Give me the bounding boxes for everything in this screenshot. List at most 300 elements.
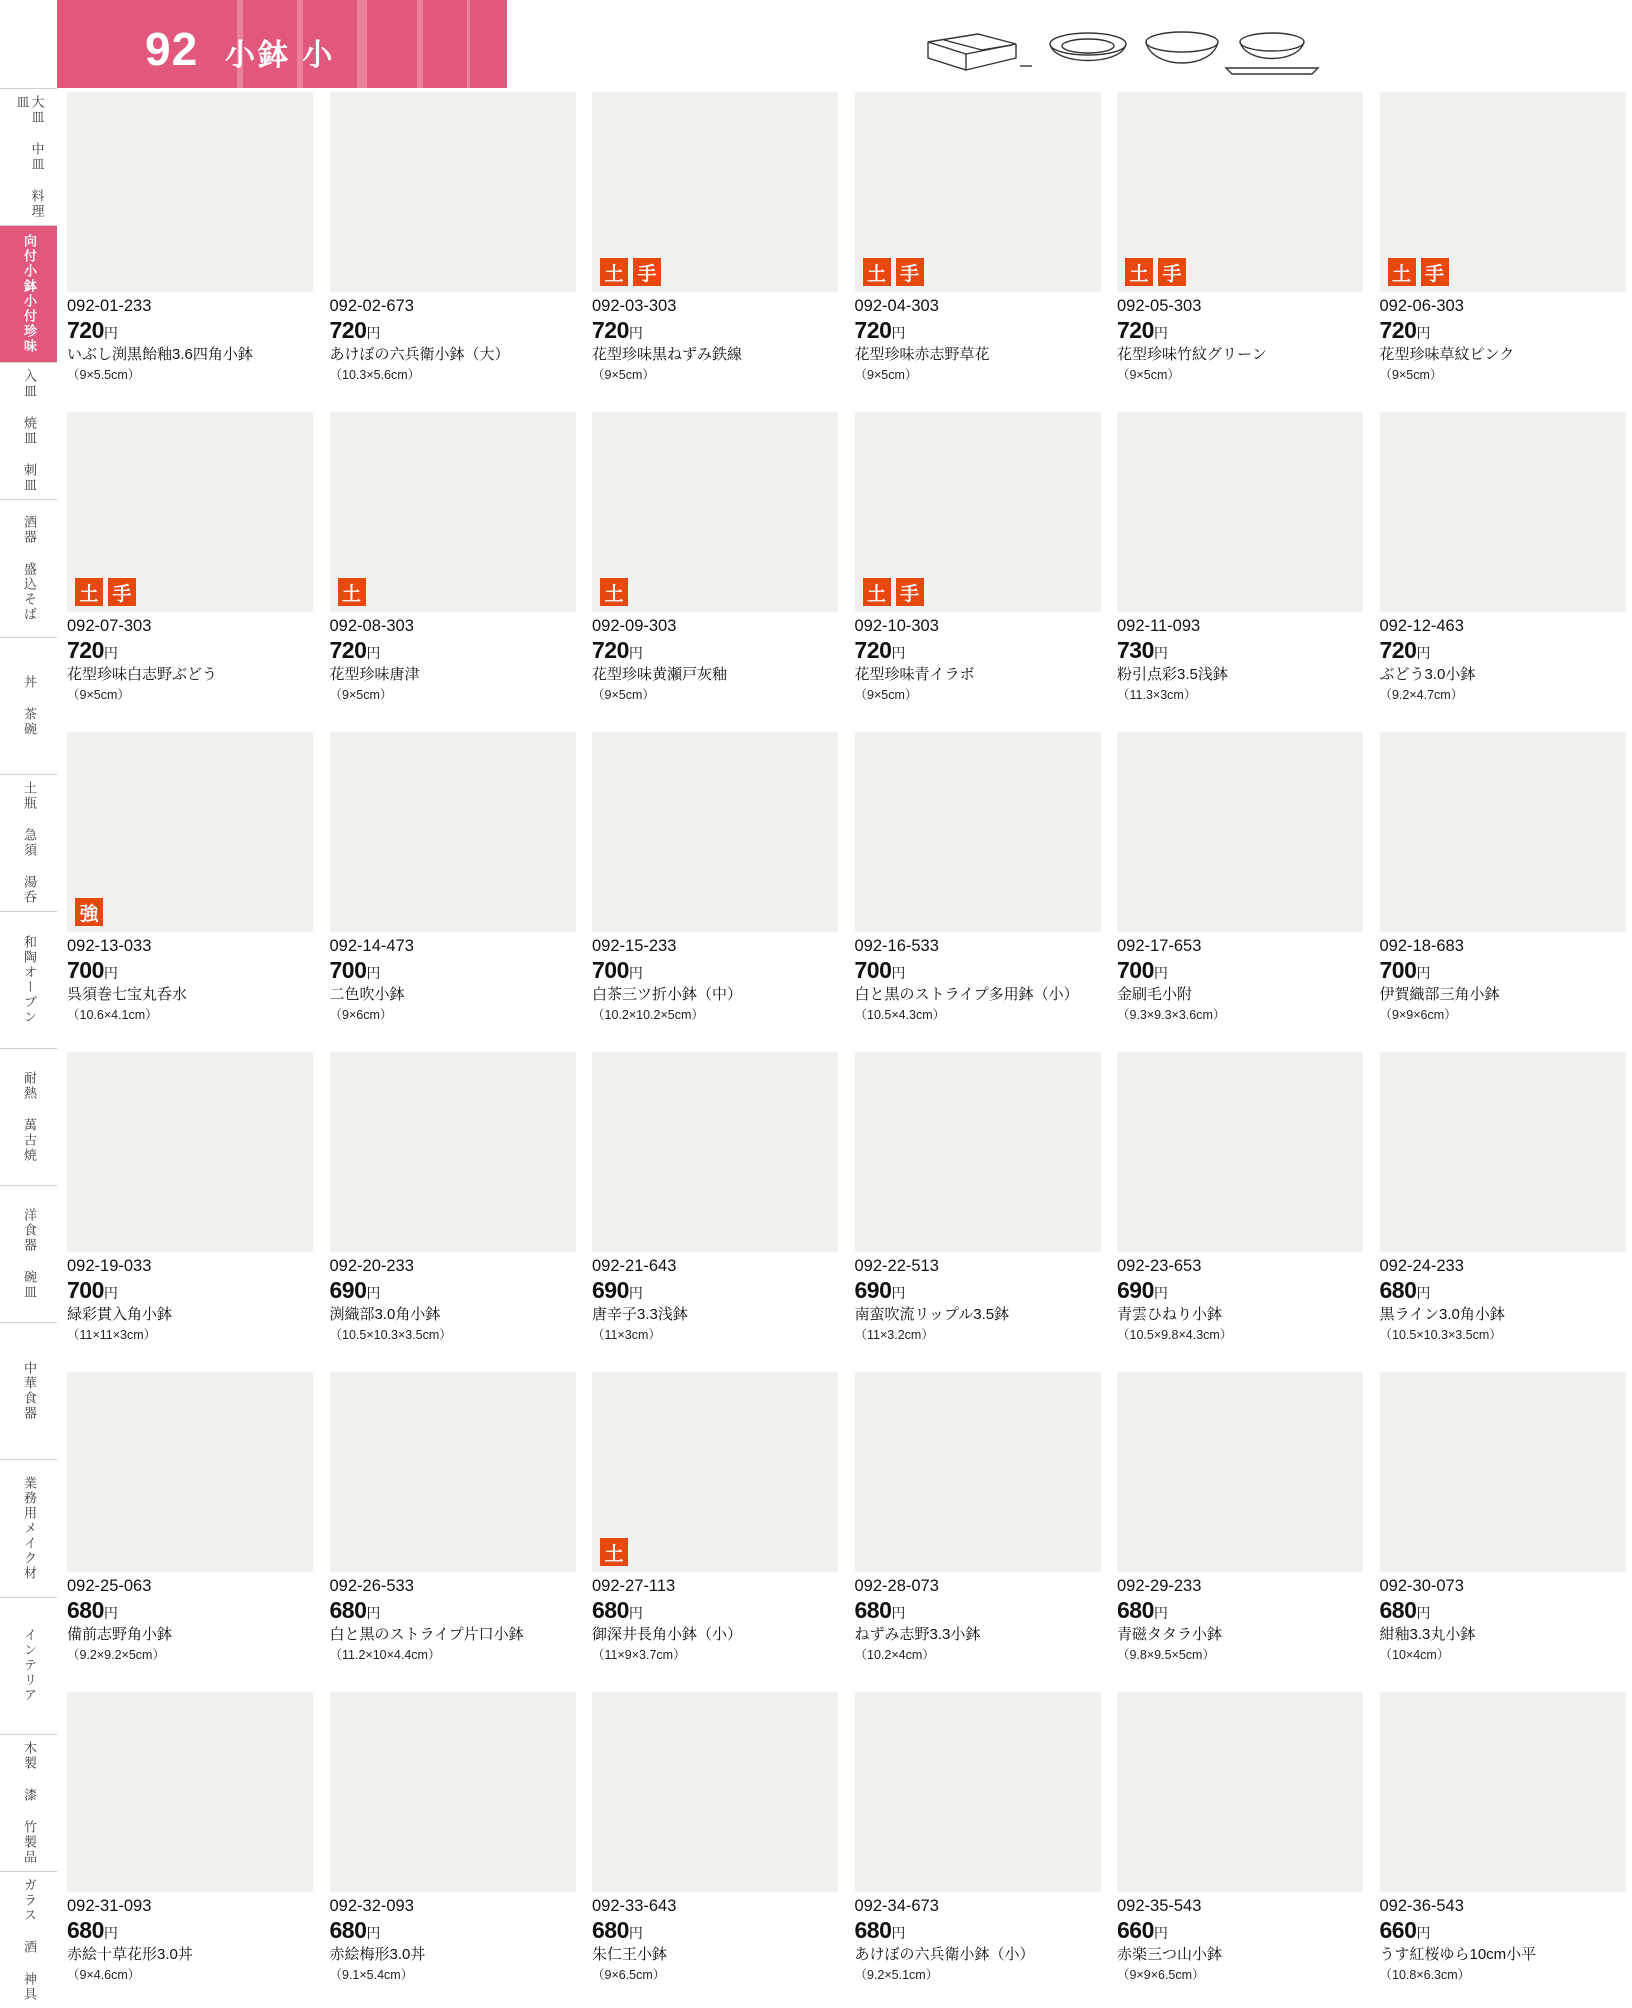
product-cell[interactable] (57, 408, 320, 728)
product-price (67, 957, 314, 984)
product-tags (863, 258, 924, 286)
product-price (1380, 1597, 1627, 1624)
product-photo (592, 412, 838, 612)
page-title: 小鉢 小 (225, 39, 336, 72)
product-photo (855, 1052, 1101, 1252)
side-index-item-8[interactable] (0, 1185, 57, 1322)
product-size: （9×5cm） (592, 688, 655, 703)
product-size: （10×4cm） (1379, 1648, 1450, 1663)
product-price-value: 680 (329, 1917, 367, 1943)
product-size: （9.3×9.3×3.6cm） (1117, 1008, 1226, 1023)
product-price-value: 720 (329, 637, 367, 663)
product-price (67, 637, 314, 664)
page-header (0, 0, 1632, 88)
product-size: （10.8×6.3cm） (1379, 1968, 1471, 1983)
product-code: 092-34-673 (854, 1897, 939, 1915)
product-cell[interactable] (57, 88, 320, 408)
side-index-item-10[interactable] (0, 1459, 57, 1596)
product-photo (855, 1692, 1101, 1892)
product-tag-badge: 土 (863, 258, 891, 286)
side-index-item-12[interactable] (0, 1734, 57, 1871)
header-band (57, 0, 507, 88)
product-cell[interactable] (1107, 1048, 1370, 1368)
product-tags (75, 578, 136, 606)
product-code: 092-36-543 (1379, 1897, 1464, 1915)
product-photo (67, 1052, 313, 1252)
product-photo (855, 92, 1101, 292)
product-price (1380, 637, 1627, 664)
product-cell[interactable] (320, 1688, 583, 2008)
product-price (1117, 637, 1364, 664)
product-cell[interactable] (1107, 88, 1370, 408)
product-price-currency: 円 (891, 1925, 906, 1941)
product-price-currency: 円 (1416, 1285, 1431, 1301)
product-price-value: 660 (1379, 1917, 1417, 1943)
product-name: 白と黒のストライプ片口小鉢 (329, 1626, 524, 1643)
product-size: （9×5cm） (67, 688, 130, 703)
product-photo (330, 732, 576, 932)
product-cell[interactable] (320, 1048, 583, 1368)
product-price (1380, 957, 1627, 984)
product-price-currency: 円 (628, 645, 643, 661)
product-cell[interactable] (320, 88, 583, 408)
product-photo (67, 1692, 313, 1892)
product-photo (855, 1372, 1101, 1572)
product-tags (600, 1538, 628, 1566)
product-price (855, 317, 1102, 344)
product-code: 092-28-073 (854, 1577, 939, 1595)
product-price-currency: 円 (1153, 1925, 1168, 1941)
product-cell[interactable] (1107, 728, 1370, 1048)
product-size: （9×6.5cm） (592, 1968, 666, 1983)
product-photo (1380, 412, 1626, 612)
product-cell[interactable] (320, 1368, 583, 1688)
product-name: 花型珍味草紋ピンク (1379, 346, 1515, 363)
product-price-currency: 円 (366, 1605, 381, 1621)
product-code: 092-19-033 (67, 1257, 152, 1275)
product-code: 092-13-033 (67, 937, 152, 955)
product-price-value: 700 (67, 1277, 104, 1303)
product-price-value: 700 (854, 957, 892, 983)
product-price-value: 720 (1379, 317, 1417, 343)
product-cell[interactable] (1370, 1688, 1632, 2008)
product-cell[interactable] (845, 1368, 1108, 1688)
product-price-value: 680 (592, 1597, 629, 1623)
product-price-value: 720 (592, 317, 629, 343)
product-size: （10.2×10.2×5cm） (592, 1008, 704, 1023)
product-size: （11×9×3.7cm） (592, 1648, 686, 1663)
side-index-item-11[interactable] (0, 1597, 57, 1734)
product-price-value: 720 (1379, 637, 1417, 663)
product-code: 092-08-303 (329, 617, 414, 635)
product-photo (67, 92, 313, 292)
side-index-item-1[interactable] (0, 225, 57, 362)
product-price-value: 720 (592, 637, 629, 663)
product-price-currency: 円 (628, 325, 643, 341)
product-name: 白茶三ツ折小鉢（中） (592, 986, 743, 1003)
product-cell[interactable] (1107, 1368, 1370, 1688)
product-name: 花型珍味黄瀬戸灰釉 (592, 666, 728, 683)
side-index-item-label: 向付小鉢小付珍味 (21, 234, 37, 355)
side-index-item-9[interactable] (0, 1322, 57, 1459)
side-index-item-label: 和陶オーブン (21, 934, 37, 1025)
product-size: （9×5cm） (1117, 368, 1180, 383)
product-price-currency: 円 (1153, 645, 1168, 661)
product-size: （9×9×6cm） (1379, 1008, 1457, 1023)
product-price (1117, 1917, 1364, 1944)
product-price-value: 690 (592, 1277, 629, 1303)
side-index-item-0[interactable] (0, 88, 57, 225)
product-tags (75, 898, 103, 926)
product-name: 花型珍味赤志野草花 (854, 346, 990, 363)
product-price-value: 680 (1379, 1277, 1417, 1303)
product-code: 092-24-233 (1379, 1257, 1464, 1275)
product-photo (592, 1052, 838, 1252)
side-index-item-4[interactable] (0, 637, 57, 774)
product-code: 092-10-303 (854, 617, 939, 635)
side-index-item-label: 土瓶 急須 湯呑 (21, 780, 37, 905)
product-photo (592, 732, 838, 932)
product-cell[interactable] (582, 408, 845, 728)
product-size: （11×11×3cm） (67, 1328, 157, 1343)
product-photo (67, 1372, 313, 1572)
product-code: 092-12-463 (1379, 617, 1464, 635)
product-code: 092-14-473 (329, 937, 414, 955)
side-index (0, 0, 57, 2008)
product-name: 伊賀織部三角小鉢 (1379, 986, 1500, 1003)
product-tags (600, 578, 628, 606)
product-code: 092-35-543 (1117, 1897, 1202, 1915)
product-price-value: 720 (1117, 317, 1154, 343)
product-code: 092-30-073 (1379, 1577, 1464, 1595)
product-name: 花型珍味唐津 (329, 666, 420, 683)
product-price-value: 680 (67, 1917, 104, 1943)
product-tag-badge: 手 (896, 578, 924, 606)
product-price-value: 690 (1117, 1277, 1154, 1303)
product-tag-badge: 手 (108, 578, 136, 606)
product-size: （11.3×3cm） (1117, 688, 1197, 703)
product-price (1380, 1917, 1627, 1944)
product-size: （9×5.5cm） (67, 368, 141, 383)
product-price (592, 1277, 839, 1304)
product-price-currency: 円 (891, 645, 906, 661)
product-name: 唐辛子3.3浅鉢 (592, 1306, 688, 1323)
product-size: （9.2×4.7cm） (1379, 688, 1464, 703)
product-size: （10.3×5.6cm） (329, 368, 421, 383)
product-price (592, 317, 839, 344)
product-size: （10.5×9.8×4.3cm） (1117, 1328, 1233, 1343)
product-price-value: 720 (67, 637, 104, 663)
product-photo (1380, 1692, 1626, 1892)
product-name: 青磁タタラ小鉢 (1117, 1626, 1223, 1643)
product-price (67, 1277, 314, 1304)
product-name: 二色吹小鉢 (329, 986, 405, 1003)
product-price-value: 660 (1117, 1917, 1154, 1943)
product-price-currency: 円 (366, 1925, 381, 1941)
product-name: ねずみ志野3.3小鉢 (854, 1626, 981, 1643)
product-photo (1380, 732, 1626, 932)
product-code: 092-11-093 (1117, 617, 1201, 635)
side-index-item-label: 業務用メイク材 (21, 1475, 37, 1581)
product-size: （9×5cm） (592, 368, 655, 383)
product-name: 緑彩貫入角小鉢 (67, 1306, 173, 1323)
product-price-value: 680 (329, 1597, 367, 1623)
product-cell[interactable] (845, 728, 1108, 1048)
product-cell[interactable] (845, 1688, 1108, 2008)
product-price (592, 1597, 839, 1624)
product-name: 渕織部3.0角小鉢 (329, 1306, 441, 1323)
product-photo (1117, 1372, 1363, 1572)
product-price-value: 680 (1379, 1597, 1417, 1623)
product-tags (863, 578, 924, 606)
product-price (1117, 317, 1364, 344)
product-price (855, 1917, 1102, 1944)
shape-legend-icons (920, 24, 1340, 80)
product-name: 黒ライン3.0角小鉢 (1379, 1306, 1505, 1323)
product-price (855, 957, 1102, 984)
product-cell[interactable] (582, 88, 845, 408)
product-price-value: 680 (854, 1917, 892, 1943)
product-name: 花型珍味白志野ぶどう (67, 666, 218, 683)
product-price (330, 317, 577, 344)
product-price-value: 720 (329, 317, 367, 343)
product-code: 092-27-113 (592, 1577, 676, 1595)
side-index-item-13[interactable] (0, 1871, 57, 2008)
product-price (1117, 957, 1364, 984)
product-price-currency: 円 (103, 325, 118, 341)
product-price-currency: 円 (366, 645, 381, 661)
side-index-item-label: 木製 漆 竹製品 (21, 1740, 37, 1865)
product-cell[interactable] (845, 1048, 1108, 1368)
product-size: （9×5cm） (854, 688, 918, 703)
product-price-currency: 円 (891, 965, 906, 981)
product-tag-badge: 土 (75, 578, 103, 606)
product-photo (855, 412, 1101, 612)
product-photo (330, 92, 576, 292)
product-price-currency: 円 (366, 325, 381, 341)
product-tag-badge: 土 (600, 578, 628, 606)
product-tag-badge: 土 (1388, 258, 1416, 286)
product-price-currency: 円 (103, 645, 118, 661)
product-size: （9×9×6.5cm） (1117, 1968, 1205, 1983)
product-code: 092-20-233 (329, 1257, 414, 1275)
product-cell[interactable] (1370, 88, 1632, 408)
product-size: （9.1×5.4cm） (329, 1968, 414, 1983)
product-tags (338, 578, 366, 606)
product-price-value: 720 (67, 317, 104, 343)
product-price-value: 680 (67, 1597, 104, 1623)
product-photo (1380, 1372, 1626, 1572)
product-name: 御深井長角小鉢（小） (592, 1626, 743, 1643)
product-price-value: 680 (854, 1597, 892, 1623)
product-price (1380, 1277, 1627, 1304)
product-photo (330, 1692, 576, 1892)
product-price-currency: 円 (1416, 965, 1431, 981)
product-tag-badge: 土 (338, 578, 366, 606)
product-size: （11×3cm） (592, 1328, 661, 1343)
product-code: 092-23-653 (1117, 1257, 1202, 1275)
product-photo (1117, 1692, 1363, 1892)
product-code: 092-16-533 (854, 937, 939, 955)
product-grid (57, 88, 1632, 2008)
product-cell[interactable] (1370, 1368, 1632, 1688)
product-price-currency: 円 (1416, 1925, 1431, 1941)
product-cell[interactable] (582, 1688, 845, 2008)
product-photo (855, 732, 1101, 932)
product-price (592, 637, 839, 664)
product-code: 092-01-233 (67, 297, 152, 315)
product-size: （9×4.6cm） (67, 1968, 141, 1983)
product-price (330, 637, 577, 664)
side-index-item-label: インテリア (21, 1628, 37, 1704)
product-code: 092-17-653 (1117, 937, 1202, 955)
product-price-currency: 円 (366, 965, 381, 981)
product-price-currency: 円 (366, 1285, 381, 1301)
product-price-currency: 円 (628, 965, 643, 981)
product-price (67, 1917, 314, 1944)
side-index-item-6[interactable] (0, 911, 57, 1048)
product-cell[interactable] (57, 1048, 320, 1368)
product-size: （10.5×10.3×3.5cm） (1379, 1328, 1502, 1343)
product-price-currency: 円 (891, 1605, 906, 1621)
product-tag-badge: 手 (633, 258, 661, 286)
product-price-value: 700 (592, 957, 629, 983)
side-index-item-label: 大皿 中皿 料理皿 (14, 95, 45, 219)
product-photo (1117, 92, 1363, 292)
product-code: 092-07-303 (67, 617, 152, 635)
product-photo (1117, 732, 1363, 932)
product-price (1380, 317, 1627, 344)
product-price-currency: 円 (628, 1925, 643, 1941)
product-price-value: 700 (1379, 957, 1417, 983)
product-price-currency: 円 (103, 965, 118, 981)
product-price (855, 1597, 1102, 1624)
product-cell[interactable] (57, 1688, 320, 2008)
product-cell[interactable] (845, 408, 1108, 728)
product-price (330, 957, 577, 984)
product-photo (67, 412, 313, 612)
product-photo (592, 92, 838, 292)
product-price-value: 690 (329, 1277, 367, 1303)
product-code: 092-09-303 (592, 617, 677, 635)
product-name: 粉引点彩3.5浅鉢 (1117, 666, 1228, 683)
product-code: 092-05-303 (1117, 297, 1202, 315)
product-cell[interactable] (1370, 728, 1632, 1048)
product-name: 赤絵梅形3.0丼 (329, 1946, 426, 1963)
product-name: 金刷毛小附 (1117, 986, 1193, 1003)
product-price (592, 1917, 839, 1944)
product-cell[interactable] (582, 728, 845, 1048)
product-photo (1117, 412, 1363, 612)
product-price-currency: 円 (891, 1285, 906, 1301)
product-price-currency: 円 (103, 1605, 118, 1621)
product-price (855, 637, 1102, 664)
product-tag-badge: 手 (1421, 258, 1449, 286)
product-tag-badge: 土 (600, 1538, 628, 1566)
product-cell[interactable] (1370, 1048, 1632, 1368)
product-name: ぶどう3.0小鉢 (1379, 666, 1476, 683)
product-name: 青雲ひねり小鉢 (1117, 1306, 1223, 1323)
product-photo (1380, 1052, 1626, 1252)
product-name: 花型珍味黒ねずみ鉄線 (592, 346, 743, 363)
product-code: 092-25-063 (67, 1577, 152, 1595)
side-index-item-7[interactable] (0, 1048, 57, 1185)
side-index-item-5[interactable] (0, 774, 57, 911)
product-name: 朱仁王小鉢 (592, 1946, 668, 1963)
product-cell[interactable] (845, 88, 1108, 408)
product-code: 092-29-233 (1117, 1577, 1202, 1595)
page-number: 92 (145, 23, 199, 75)
product-photo (330, 1052, 576, 1252)
product-size: （11.2×10×4.4cm） (329, 1648, 441, 1663)
product-tag-badge: 土 (863, 578, 891, 606)
side-index-item-label: 耐熱 萬古焼 (21, 1071, 37, 1164)
product-photo (1117, 1052, 1363, 1252)
product-price-currency: 円 (1153, 1285, 1168, 1301)
product-price-value: 720 (854, 317, 892, 343)
product-price-value: 680 (1117, 1597, 1154, 1623)
product-photo (67, 732, 313, 932)
product-cell[interactable] (320, 728, 583, 1048)
product-code: 092-21-643 (592, 1257, 677, 1275)
product-price-currency: 円 (891, 325, 906, 341)
product-tag-badge: 手 (1158, 258, 1186, 286)
side-index-item-label: 酒器 盛込そば (21, 514, 37, 622)
product-code: 092-15-233 (592, 937, 677, 955)
product-size: （9×5cm） (854, 368, 918, 383)
product-price-currency: 円 (1153, 1605, 1168, 1621)
product-name: 花型珍味青イラボ (854, 666, 975, 683)
product-cell[interactable] (1107, 408, 1370, 728)
product-code: 092-18-683 (1379, 937, 1464, 955)
product-size: （9×6cm） (329, 1008, 393, 1023)
side-index-item-label: 丼 茶碗 (21, 674, 37, 737)
product-cell[interactable] (1107, 1688, 1370, 2008)
product-code: 092-04-303 (854, 297, 939, 315)
product-size: （9×5cm） (329, 688, 393, 703)
side-index-item-2[interactable] (0, 362, 57, 499)
side-index-item-3[interactable] (0, 499, 57, 636)
product-photo (592, 1372, 838, 1572)
product-code: 092-31-093 (67, 1897, 152, 1915)
product-cell[interactable] (1370, 408, 1632, 728)
product-cell[interactable] (320, 408, 583, 728)
product-size: （9.2×5.1cm） (854, 1968, 939, 1983)
product-cell[interactable] (57, 1368, 320, 1688)
product-tag-badge: 強 (75, 898, 103, 926)
product-price (330, 1277, 577, 1304)
product-price-currency: 円 (103, 1925, 118, 1941)
product-price (1117, 1277, 1364, 1304)
product-photo (330, 412, 576, 612)
product-tag-badge: 手 (896, 258, 924, 286)
product-price-currency: 円 (1416, 645, 1431, 661)
product-price-currency: 円 (1153, 965, 1168, 981)
product-price-value: 730 (1117, 637, 1154, 663)
product-cell[interactable] (582, 1048, 845, 1368)
product-cell[interactable] (57, 728, 320, 1048)
product-size: （9.8×9.5×5cm） (1117, 1648, 1215, 1663)
product-code: 092-22-513 (854, 1257, 939, 1275)
product-name: 赤楽三つ山小鉢 (1117, 1946, 1223, 1963)
product-price (855, 1277, 1102, 1304)
product-price-currency: 円 (103, 1285, 118, 1301)
product-cell[interactable] (582, 1368, 845, 1688)
product-code: 092-03-303 (592, 297, 677, 315)
product-photo (1380, 92, 1626, 292)
product-code: 092-26-533 (329, 1577, 414, 1595)
product-price-currency: 円 (1416, 1605, 1431, 1621)
